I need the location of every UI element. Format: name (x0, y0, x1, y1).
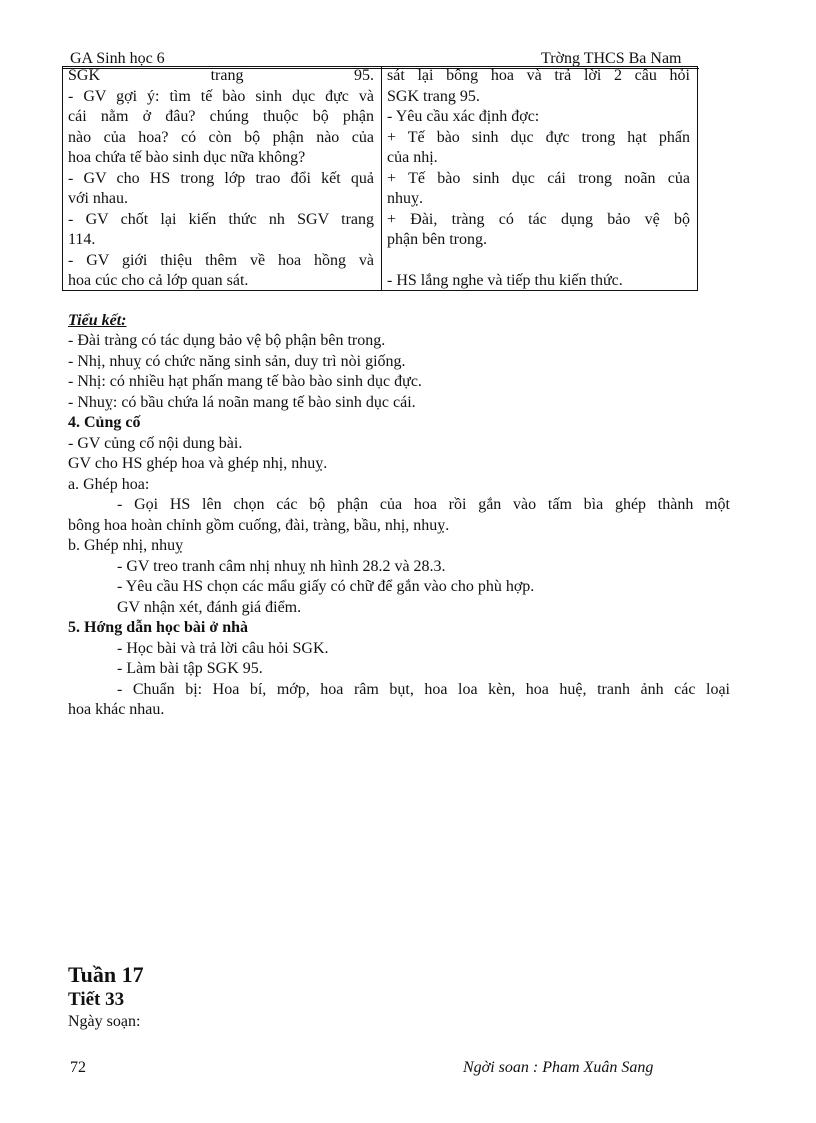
table-left-line: SGK trang 95. (68, 67, 374, 84)
part-b-title: b. Ghép nhị, nhuỵ (68, 537, 184, 554)
summary-item: - Nhị: có nhiều hạt phấn mang tế bào bào sinh dục đực. (68, 373, 422, 390)
week-heading: Tuần 17 (68, 962, 144, 987)
table-right-line: của nhị. (387, 149, 438, 166)
table-right-line: nhuỵ. (387, 190, 423, 207)
summary-item: - Nhị, nhuỵ có chức năng sinh sản, duy trì nòi giống. (68, 353, 406, 370)
lesson-heading: Tiết 33 (68, 989, 125, 1010)
table-left-line: - GV gợi ý: tìm tế bào sinh dục đực và (68, 87, 374, 105)
part-a-title: a. Ghép hoa: (68, 476, 150, 493)
section-5-title: 5. Hớng dẫn học bài ở nhà (68, 619, 248, 636)
table-right-line: - Yêu cầu xác định đợc: (387, 108, 540, 125)
table-left-line: - GV cho HS trong lớp trao đổi kết quả (68, 169, 374, 187)
table-right-line: + Tế bào sinh dục cái trong noãn của (387, 169, 690, 187)
table-left-line: nào của hoa? có còn bộ phận nào của (68, 128, 374, 146)
table-right-line: sát lại bông hoa và trả lời 2 câu hỏi (387, 67, 690, 84)
table-left-line: cái nằm ở đâu? chúng thuộc bộ phận (68, 108, 374, 125)
section-4-title: 4. Củng cố (68, 414, 141, 431)
table-left-line: - GV giới thiệu thêm về hoa hồng và (68, 251, 374, 269)
table-left-line: với nhau. (68, 190, 129, 207)
page-number: 72 (70, 1059, 86, 1076)
table-right-line: + Tế bào sinh dục đực trong hạt phấn (387, 128, 690, 146)
table-right-line: - HS lắng nghe và tiếp thu kiến thức. (387, 272, 623, 289)
table-right-blank-line (387, 251, 690, 272)
table-column-divider (381, 66, 382, 291)
table-left-line: hoa cúc cho cả lớp quan sát. (68, 272, 249, 289)
table-left-cell (68, 66, 374, 292)
section-4-line: GV cho HS ghép hoa và ghép nhị, nhuỵ. (68, 455, 328, 472)
table-left-line: - GV chốt lại kiến thức nh SGV trang (68, 210, 374, 228)
table-right-cell (387, 66, 690, 292)
table-right-line: SGK trang 95. (387, 87, 480, 105)
summary-title: Tiểu kết: (68, 312, 127, 329)
header-right: Trờng THCS Ba Nam (541, 50, 682, 67)
part-a-line: bông hoa hoàn chỉnh gồm cuống, đài, tràng, bầu, nhị, nhuỵ. (68, 517, 450, 534)
table-left-line: hoa chứa tế bào sinh dục nữa không? (68, 149, 306, 166)
prepared-date-label: Ngày soạn: (68, 1013, 141, 1030)
part-b-line: GV nhận xét, đánh giá điểm. (117, 599, 302, 616)
part-b-line: - Yêu cầu HS chọn các mẩu giấy có chữ để gắn vào cho phù hợp. (117, 578, 535, 595)
summary-item: - Nhuỵ: có bầu chứa lá noãn mang tế bào sinh dục cái. (68, 394, 416, 411)
header-left: GA Sinh học 6 (70, 50, 165, 67)
summary-item: - Đài tràng có tác dụng bảo vệ bộ phận bên trong. (68, 332, 386, 349)
part-a-line: - Gọi HS lên chọn các bộ phận của hoa rồi gắn vào tấm bìa ghép thành một (117, 496, 730, 513)
section-5-line: - Làm bài tập SGK 95. (117, 660, 263, 677)
table-right-line: phận bên trong. (387, 231, 487, 248)
section-4-line: - GV củng cố nội dung bài. (68, 435, 243, 452)
table-right-line: + Đài, tràng có tác dụng bảo vệ bộ (387, 210, 690, 228)
part-b-line: - GV treo tranh câm nhị nhuỵ nh hình 28.2 và 28.3. (117, 558, 446, 575)
footer-author: Ngời soan : Pham Xuân Sang (463, 1059, 654, 1076)
section-5-line: - Học bài và trả lời câu hỏi SGK. (117, 640, 329, 657)
table-left-line: 114. (68, 231, 96, 248)
section-5-line: hoa khác nhau. (68, 701, 165, 718)
section-5-line: - Chuẩn bị: Hoa bí, mớp, hoa râm bụt, hoa loa kèn, hoa huệ, tranh ảnh các loại (117, 681, 730, 698)
